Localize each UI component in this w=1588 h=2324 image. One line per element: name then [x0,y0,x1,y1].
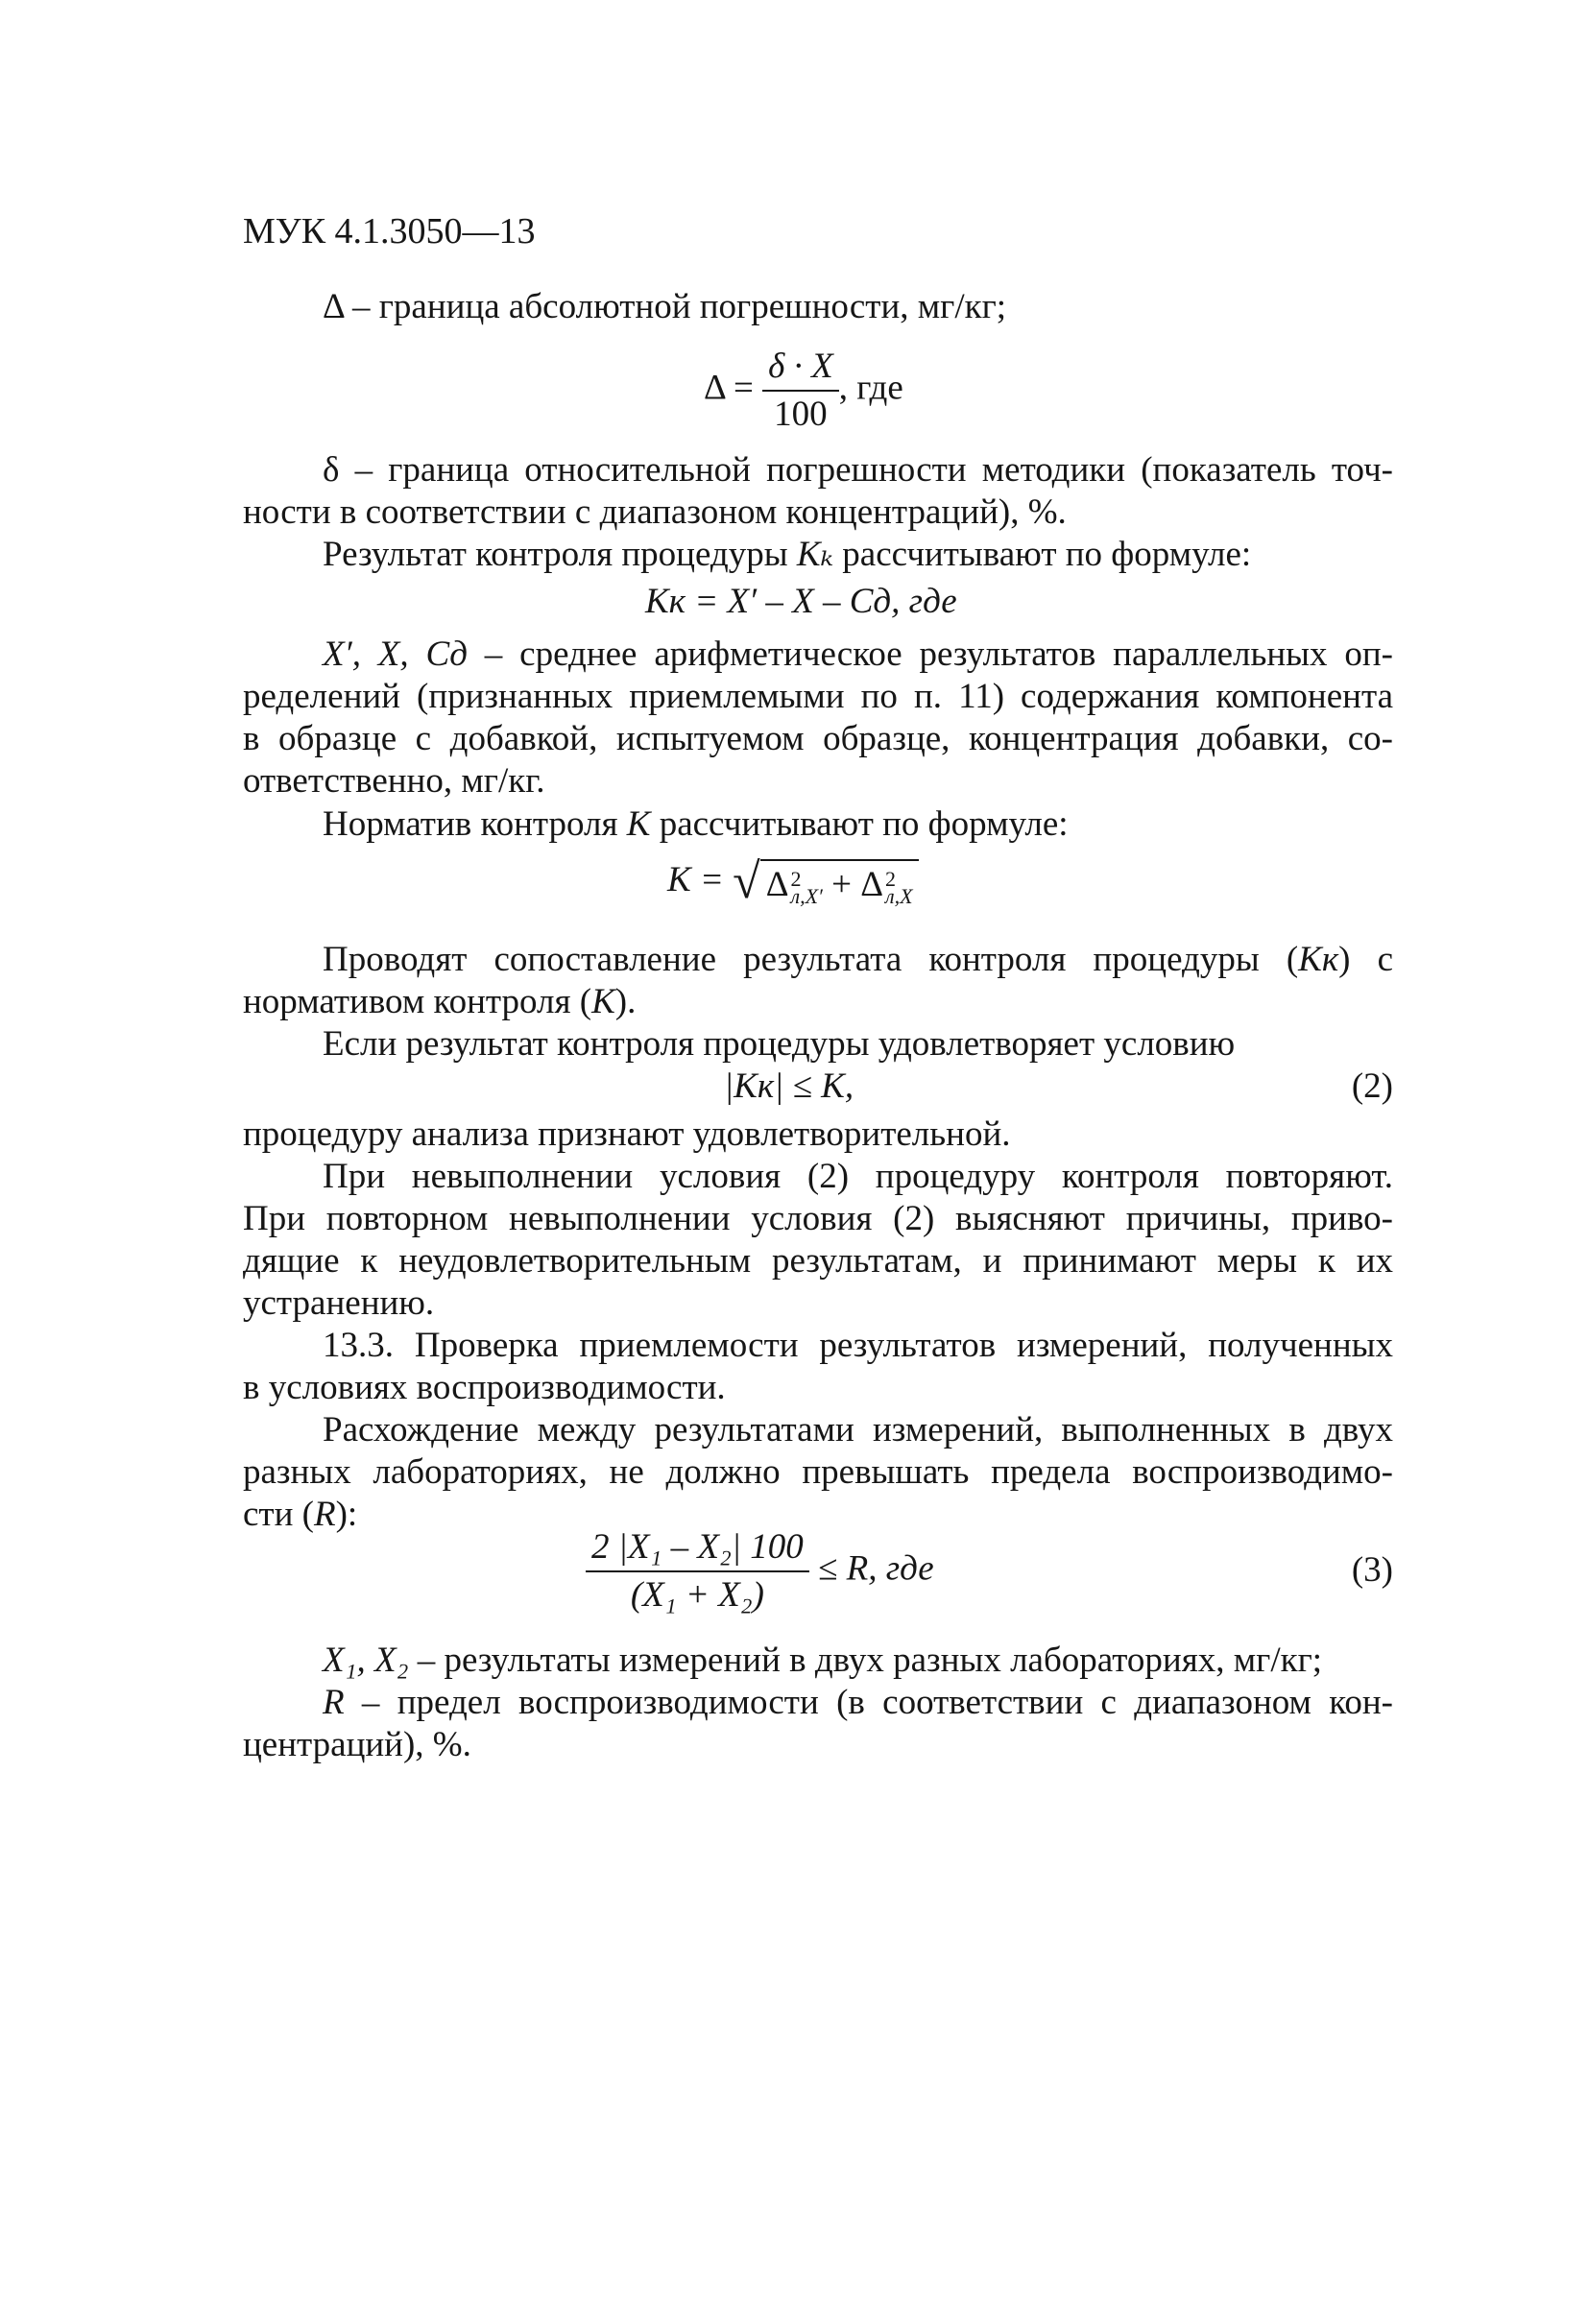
equation-number-2: (2) [1351,1066,1393,1106]
delta-fraction: $\frac{\delta \cdot X}{100}$ [762,346,839,436]
compare-line-1: Проводят сопоставление результата контроля процедуры (Kк) с [323,940,1393,979]
fail-line-2: При повторном невыполнении условия (2) выясняют причины, приво- [243,1199,1393,1238]
r-definition-line-1: R – предел воспроизводимости (в соответствии с диапазоном кон- [323,1683,1393,1722]
delta-formula: Δ = $\frac{\delta \cdot X}{100}$ , где [704,347,903,434]
vars-line-1: X′, X, Cд – среднее арифметическое результатов параллельных оп- [323,635,1393,674]
k-formula: K = √ Δ 2 л,X′ + Δ 2 л,X [667,859,919,906]
condition-intro: Если результат контроля процедуры удовлетворяет условию [323,1024,1236,1064]
repro-fraction: $\frac{\text{2 |X₁ – X₂| 100}}{\text{(X₁ + X₂)}}$ [586,1526,809,1617]
rel-err-line-2: ности в соответствии с диапазоном концентраций), %. [243,492,1067,532]
condition-result: процедуру анализа признают удовлетворительной. [243,1114,1011,1154]
r-definition-line-2: центраций), %. [243,1725,471,1764]
vars-line-3: в образце с добавкой, испытуемом образце, концентрация добавки, со- [243,719,1393,758]
norm-intro: Норматив контроля K рассчитывают по формуле: [323,804,1069,844]
sqrt-sign: √ Δ 2 л,X′ + Δ 2 л,X [733,859,918,906]
section-13-3-line-1: 13.3. Проверка приемлемости результатов измерений, полученных [323,1326,1393,1365]
delta-definition: Δ – граница абсолютной погрешности, мг/кг; [323,287,1007,326]
equation-number-3: (3) [1351,1550,1393,1590]
repro-line-3: сти (R): [243,1495,358,1534]
vars-line-2: ределений (признанных приемлемыми по п. 11) содержания компонента [243,677,1393,716]
repro-formula: $\frac{\text{2 |X₁ – X₂| 100}}{\text{(X₁ + X₂)}}$ ≤ R, где [586,1526,934,1617]
section-13-3-line-2: в условиях воспроизводимости. [243,1368,726,1407]
fail-line-3: дящие к неудовлетворительным результатам, и принимают меры к их [243,1241,1393,1281]
repro-line-2: разных лабораториях, не должно превышать предела воспроизводимо- [243,1452,1393,1492]
kk-formula: Kк = X′ – X – Cд, где [645,582,957,621]
fail-line-1: При невыполнении условия (2) процедуру контроля повторяют. [323,1157,1393,1196]
vars-line-4: ответственно, мг/кг. [243,761,545,801]
rel-err-line-1: δ – граница относительной погрешности методики (показатель точ- [323,450,1393,490]
repro-line-1: Расхождение между результатами измерений, выполненных в двух [323,1410,1393,1450]
condition-formula: |Kк| ≤ K, [724,1066,854,1106]
x12-definition: X₁, X₂ – результаты измерений в двух разных лабораториях, мг/кг; [323,1641,1323,1680]
kk-intro: Результат контроля процедуры Kₖ рассчитывают по формуле: [323,535,1252,574]
document-code-header: МУК 4.1.3050—13 [243,211,536,252]
fail-line-4: устранению. [243,1283,435,1323]
compare-line-2: нормативом контроля (K). [243,982,637,1021]
